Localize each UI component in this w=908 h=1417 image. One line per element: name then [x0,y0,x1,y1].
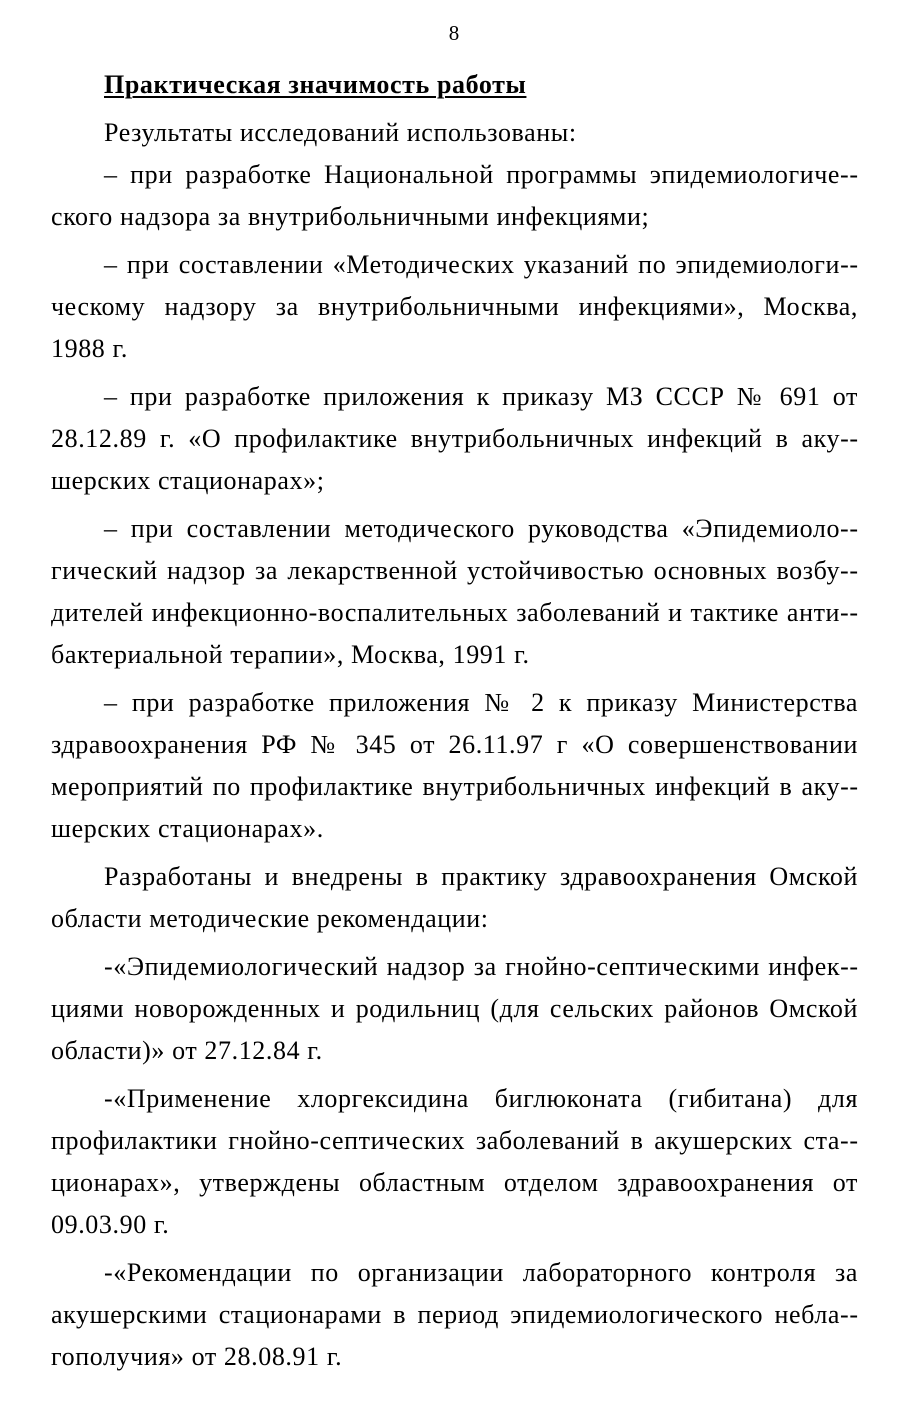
page-number: 8 [448,21,460,45]
paragraph-national-program: – при разработке Национальной программы эпидемиологиче-ского надзора за внутрибольничными инфекциями; [51,160,858,231]
section-body [51,70,858,1378]
paragraph-recommendation-1990: -«Применение хлоргексидина биглюконата (гибитана) для профилактики гнойно-септических заболеваний в акушерских ста-ционарах», утверждены областным отделом здравоохранения от 09.03.90 г. [51,1084,858,1239]
paragraph-order-345: – при разработке приложения № 2 к приказу Министерства здравоохранения РФ № 345 от 26.11.97 г «О совершенствовании мероприятий по профилактике внутрибольничных инфекций в аку-шерских стационарах». [51,688,858,843]
paragraph-omsk-intro: Разработаны и внедрены в практику здравоохранения Омской области методические рекомендации: [51,862,858,933]
paragraph-recommendation-1984: -«Эпидемиологический надзор за гнойно-септическими инфек-циями новорожденных и родильниц (для сельских районов Омской области)» от 27.12.84 г. [51,952,858,1065]
paragraph-method-manual: – при составлении методического руководства «Эпидемиоло-гический надзор за лекарственной устойчивостью основных возбу-дителей инфекционно-воспалительных заболеваний и тактике анти-бактериальной терапии», Москва, 1991 г. [51,514,858,669]
section-title: Практическая значимость работы [104,70,527,99]
paragraph-order-691: – при разработке приложения к приказу МЗ СССР № 691 от 28.12.89 г. «О профилактике внутрибольничных инфекций в аку-шерских стационарах»; [51,382,858,495]
paragraph-results-intro: Результаты исследований использованы: [104,118,577,147]
paragraph-method-guidelines: – при составлении «Методических указаний по эпидемиологи-ческому надзору за внутрибольничными инфекциями», Москва, 1988 г. [51,250,858,363]
paragraph-recommendation-1991: -«Рекомендации по организации лабораторного контроля за акушерскими стационарами в период эпидемиологического небла-гополучия» от 28.08.91 г. [51,1258,858,1371]
